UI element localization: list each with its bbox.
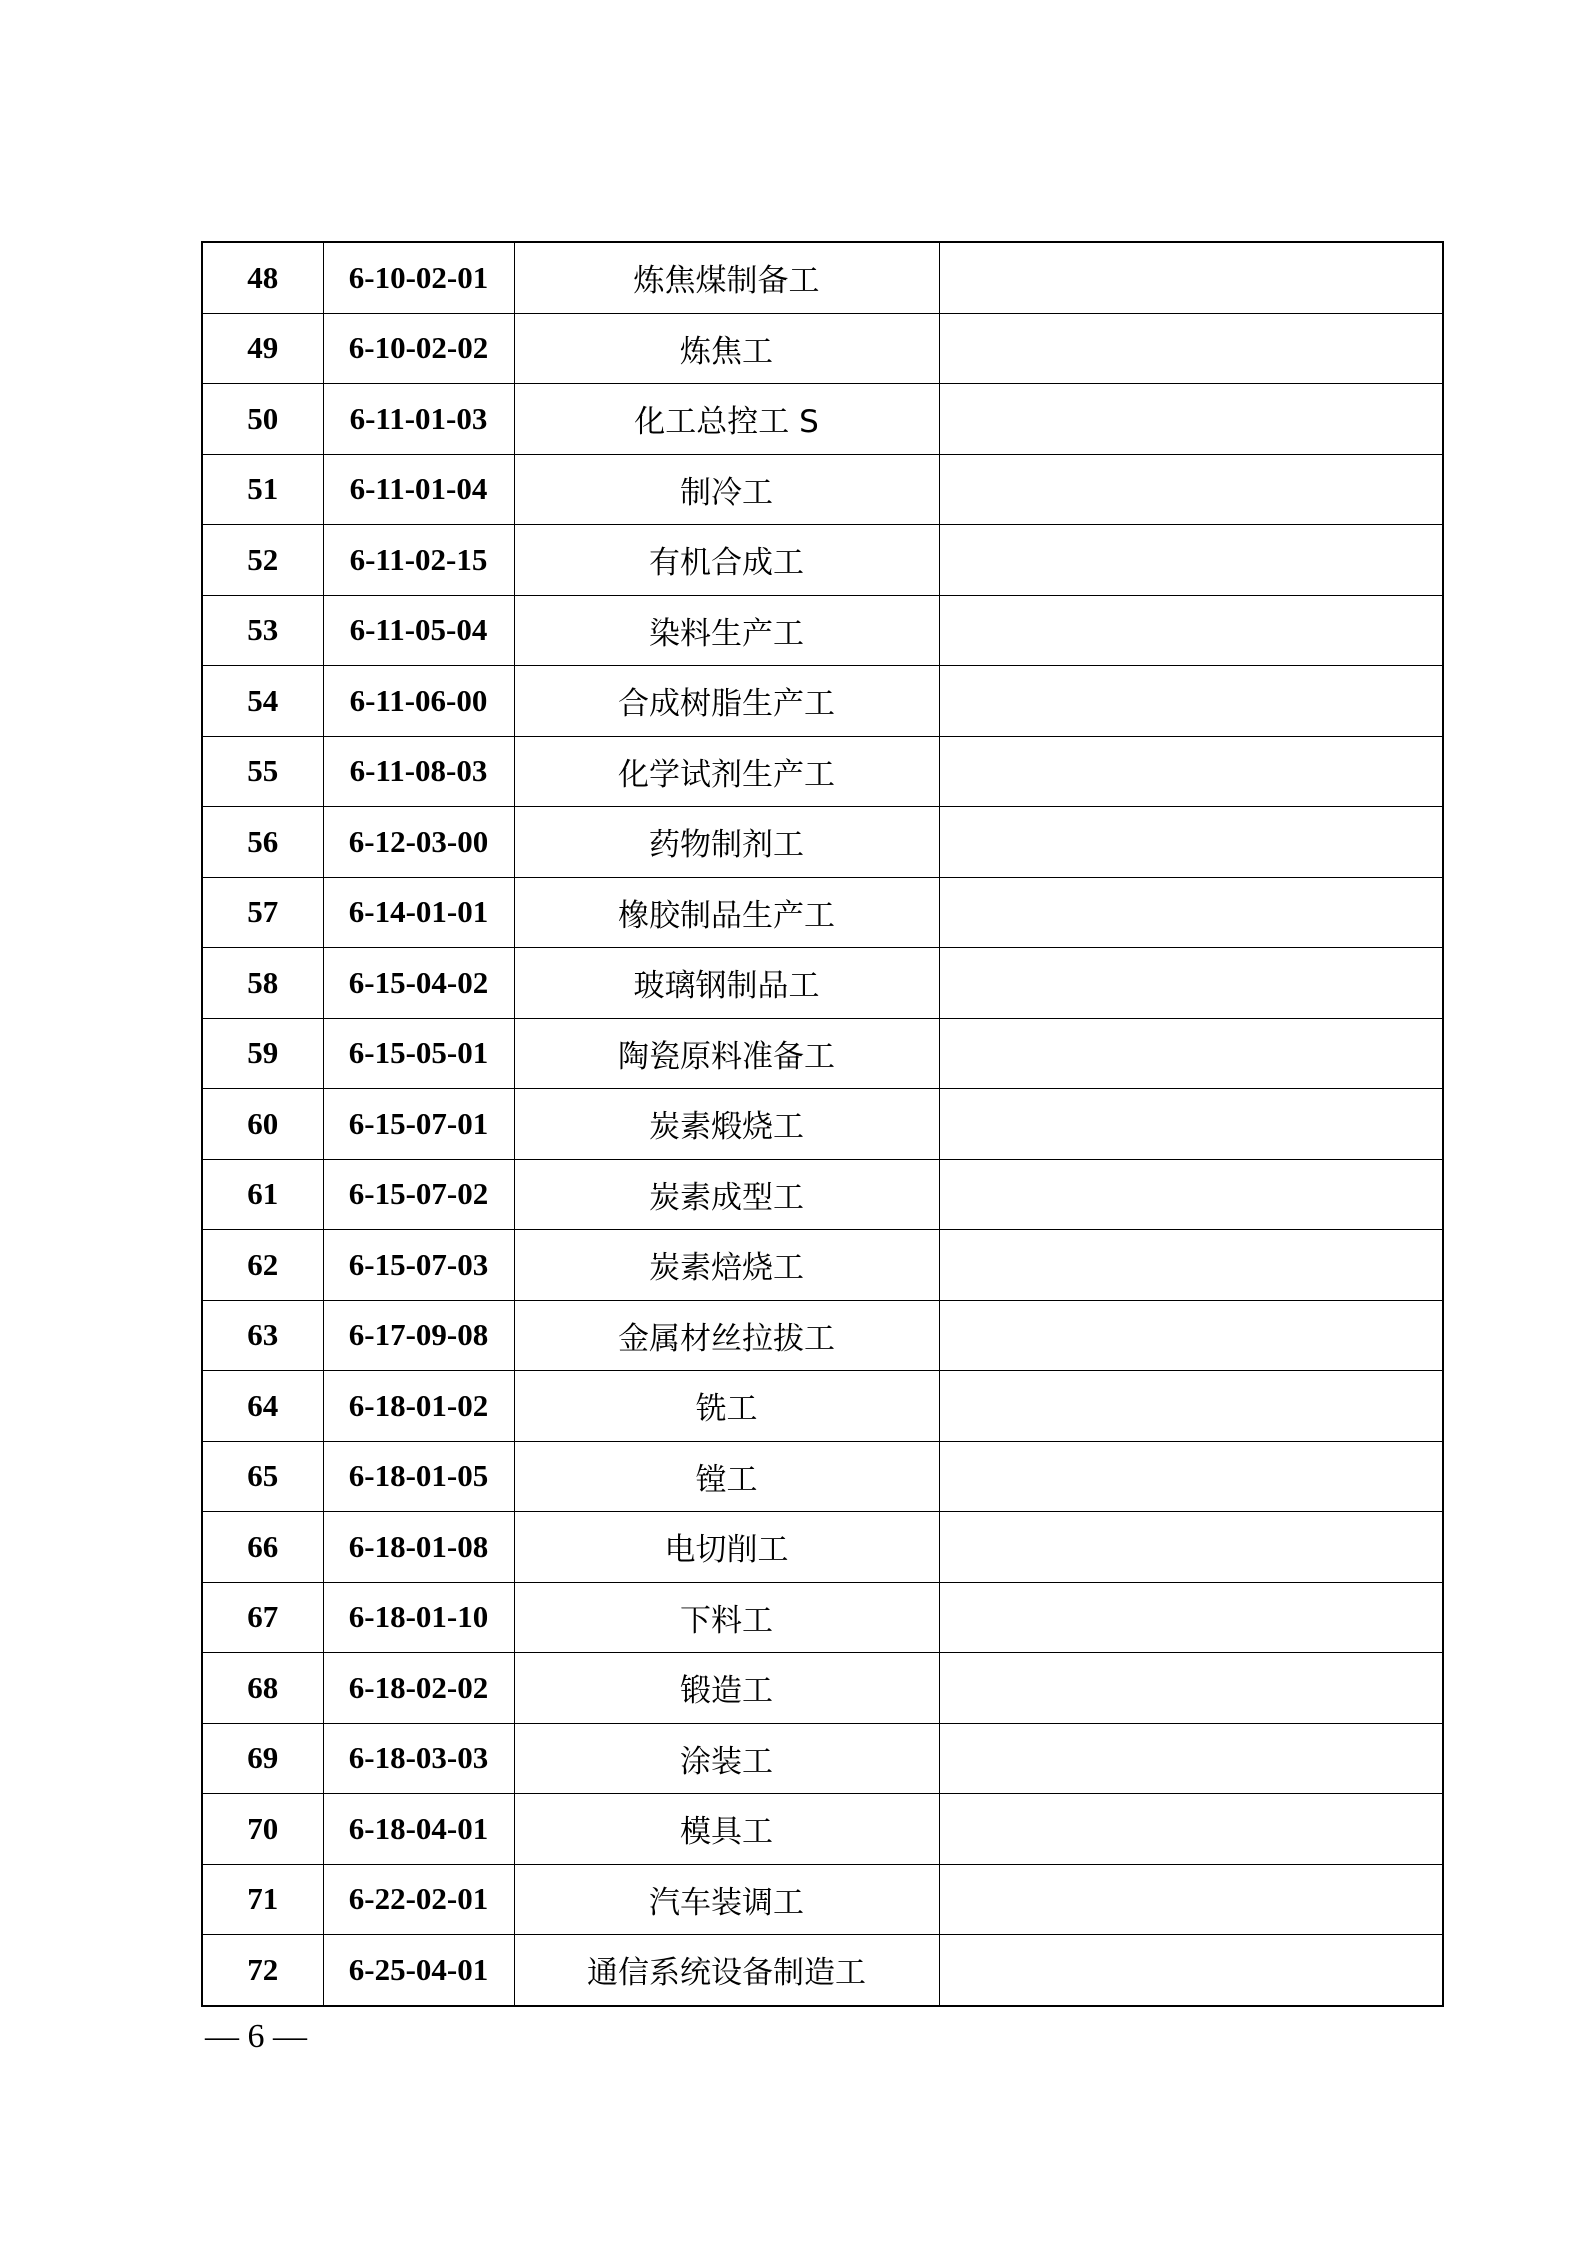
occupation-name: 通信系统设备制造工 — [514, 1935, 939, 2006]
table-row — [202, 1159, 1443, 1230]
occupation-code: 6-25-04-01 — [323, 1935, 514, 2006]
table-row — [202, 948, 1443, 1019]
occupation-code: 6-15-04-02 — [323, 948, 514, 1019]
remarks-cell — [939, 1512, 1443, 1583]
occupation-name: 化学试剂生产工 — [514, 736, 939, 807]
occupation-name: 涂装工 — [514, 1723, 939, 1794]
remarks-cell — [939, 736, 1443, 807]
occupation-table-body — [202, 242, 1443, 2006]
table-row — [202, 242, 1443, 313]
occupation-code: 6-15-07-03 — [323, 1230, 514, 1301]
occupation-code: 6-22-02-01 — [323, 1864, 514, 1935]
table-row — [202, 1864, 1443, 1935]
occupation-name: 玻璃钢制品工 — [514, 948, 939, 1019]
remarks-cell — [939, 1723, 1443, 1794]
occupation-name: 炼焦煤制备工 — [514, 242, 939, 313]
remarks-cell — [939, 454, 1443, 525]
remarks-cell — [939, 525, 1443, 596]
table-row — [202, 525, 1443, 596]
row-number: 55 — [202, 736, 323, 807]
occupation-name: 铣工 — [514, 1371, 939, 1442]
row-number: 72 — [202, 1935, 323, 2006]
row-number: 58 — [202, 948, 323, 1019]
row-number: 54 — [202, 666, 323, 737]
occupation-name: 下料工 — [514, 1582, 939, 1653]
occupation-name: 炼焦工 — [514, 313, 939, 384]
page-number: — 6 — — [205, 2018, 307, 2055]
occupation-name: 炭素焙烧工 — [514, 1230, 939, 1301]
occupation-code: 6-18-02-02 — [323, 1653, 514, 1724]
row-number: 53 — [202, 595, 323, 666]
row-number: 48 — [202, 242, 323, 313]
remarks-cell — [939, 313, 1443, 384]
table-row — [202, 1794, 1443, 1865]
remarks-cell — [939, 384, 1443, 455]
table-row — [202, 1371, 1443, 1442]
occupation-code: 6-18-01-08 — [323, 1512, 514, 1583]
remarks-cell — [939, 1300, 1443, 1371]
row-number: 52 — [202, 525, 323, 596]
remarks-cell — [939, 1089, 1443, 1160]
remarks-cell — [939, 1653, 1443, 1724]
table-row — [202, 1441, 1443, 1512]
occupation-code: 6-11-08-03 — [323, 736, 514, 807]
occupation-code: 6-11-02-15 — [323, 525, 514, 596]
occupation-name: 炭素成型工 — [514, 1159, 939, 1230]
row-number: 66 — [202, 1512, 323, 1583]
occupation-table-container — [201, 241, 1442, 2007]
occupation-name: 汽车装调工 — [514, 1864, 939, 1935]
occupation-code: 6-12-03-00 — [323, 807, 514, 878]
occupation-code: 6-15-05-01 — [323, 1018, 514, 1089]
remarks-cell — [939, 666, 1443, 737]
row-number: 51 — [202, 454, 323, 525]
occupation-name: 镗工 — [514, 1441, 939, 1512]
table-row — [202, 1653, 1443, 1724]
table-row — [202, 313, 1443, 384]
remarks-cell — [939, 242, 1443, 313]
occupation-code: 6-18-04-01 — [323, 1794, 514, 1865]
row-number: 62 — [202, 1230, 323, 1301]
occupation-code: 6-10-02-01 — [323, 242, 514, 313]
occupation-name: 橡胶制品生产工 — [514, 877, 939, 948]
occupation-code: 6-15-07-02 — [323, 1159, 514, 1230]
remarks-cell — [939, 807, 1443, 878]
row-number: 57 — [202, 877, 323, 948]
occupation-name: 电切削工 — [514, 1512, 939, 1583]
row-number: 70 — [202, 1794, 323, 1865]
occupation-name: 炭素煅烧工 — [514, 1089, 939, 1160]
table-row — [202, 595, 1443, 666]
occupation-code: 6-11-01-04 — [323, 454, 514, 525]
occupation-name: 陶瓷原料准备工 — [514, 1018, 939, 1089]
occupation-code: 6-10-02-02 — [323, 313, 514, 384]
remarks-cell — [939, 1441, 1443, 1512]
row-number: 68 — [202, 1653, 323, 1724]
occupation-code: 6-17-09-08 — [323, 1300, 514, 1371]
remarks-cell — [939, 1371, 1443, 1442]
table-row — [202, 666, 1443, 737]
remarks-cell — [939, 595, 1443, 666]
remarks-cell — [939, 948, 1443, 1019]
table-row — [202, 1723, 1443, 1794]
row-number: 67 — [202, 1582, 323, 1653]
table-row — [202, 1935, 1443, 2006]
occupation-name: 锻造工 — [514, 1653, 939, 1724]
table-row — [202, 807, 1443, 878]
row-number: 61 — [202, 1159, 323, 1230]
row-number: 69 — [202, 1723, 323, 1794]
occupation-code: 6-14-01-01 — [323, 877, 514, 948]
occupation-name: 制冷工 — [514, 454, 939, 525]
occupation-name: 金属材丝拉拔工 — [514, 1300, 939, 1371]
row-number: 49 — [202, 313, 323, 384]
occupation-name: 化工总控工 S — [514, 384, 939, 455]
remarks-cell — [939, 1159, 1443, 1230]
table-row — [202, 1300, 1443, 1371]
row-number: 50 — [202, 384, 323, 455]
occupation-code: 6-11-06-00 — [323, 666, 514, 737]
row-number: 59 — [202, 1018, 323, 1089]
occupation-name: 合成树脂生产工 — [514, 666, 939, 737]
table-row — [202, 1089, 1443, 1160]
occupation-name: 模具工 — [514, 1794, 939, 1865]
remarks-cell — [939, 1582, 1443, 1653]
remarks-cell — [939, 1864, 1443, 1935]
occupation-code: 6-15-07-01 — [323, 1089, 514, 1160]
table-row — [202, 877, 1443, 948]
occupation-code: 6-11-05-04 — [323, 595, 514, 666]
table-row — [202, 1582, 1443, 1653]
occupation-code: 6-18-01-10 — [323, 1582, 514, 1653]
row-number: 65 — [202, 1441, 323, 1512]
table-row — [202, 454, 1443, 525]
occupation-table — [201, 241, 1444, 2007]
row-number: 64 — [202, 1371, 323, 1442]
row-number: 63 — [202, 1300, 323, 1371]
occupation-name: 药物制剂工 — [514, 807, 939, 878]
table-row — [202, 384, 1443, 455]
table-row — [202, 1230, 1443, 1301]
row-number: 60 — [202, 1089, 323, 1160]
table-row — [202, 1018, 1443, 1089]
occupation-code: 6-18-03-03 — [323, 1723, 514, 1794]
remarks-cell — [939, 1230, 1443, 1301]
occupation-code: 6-18-01-02 — [323, 1371, 514, 1442]
remarks-cell — [939, 1018, 1443, 1089]
row-number: 71 — [202, 1864, 323, 1935]
occupation-name: 染料生产工 — [514, 595, 939, 666]
occupation-name: 有机合成工 — [514, 525, 939, 596]
remarks-cell — [939, 1794, 1443, 1865]
remarks-cell — [939, 877, 1443, 948]
remarks-cell — [939, 1935, 1443, 2006]
table-row — [202, 1512, 1443, 1583]
occupation-code: 6-18-01-05 — [323, 1441, 514, 1512]
occupation-code: 6-11-01-03 — [323, 384, 514, 455]
table-row — [202, 736, 1443, 807]
row-number: 56 — [202, 807, 323, 878]
